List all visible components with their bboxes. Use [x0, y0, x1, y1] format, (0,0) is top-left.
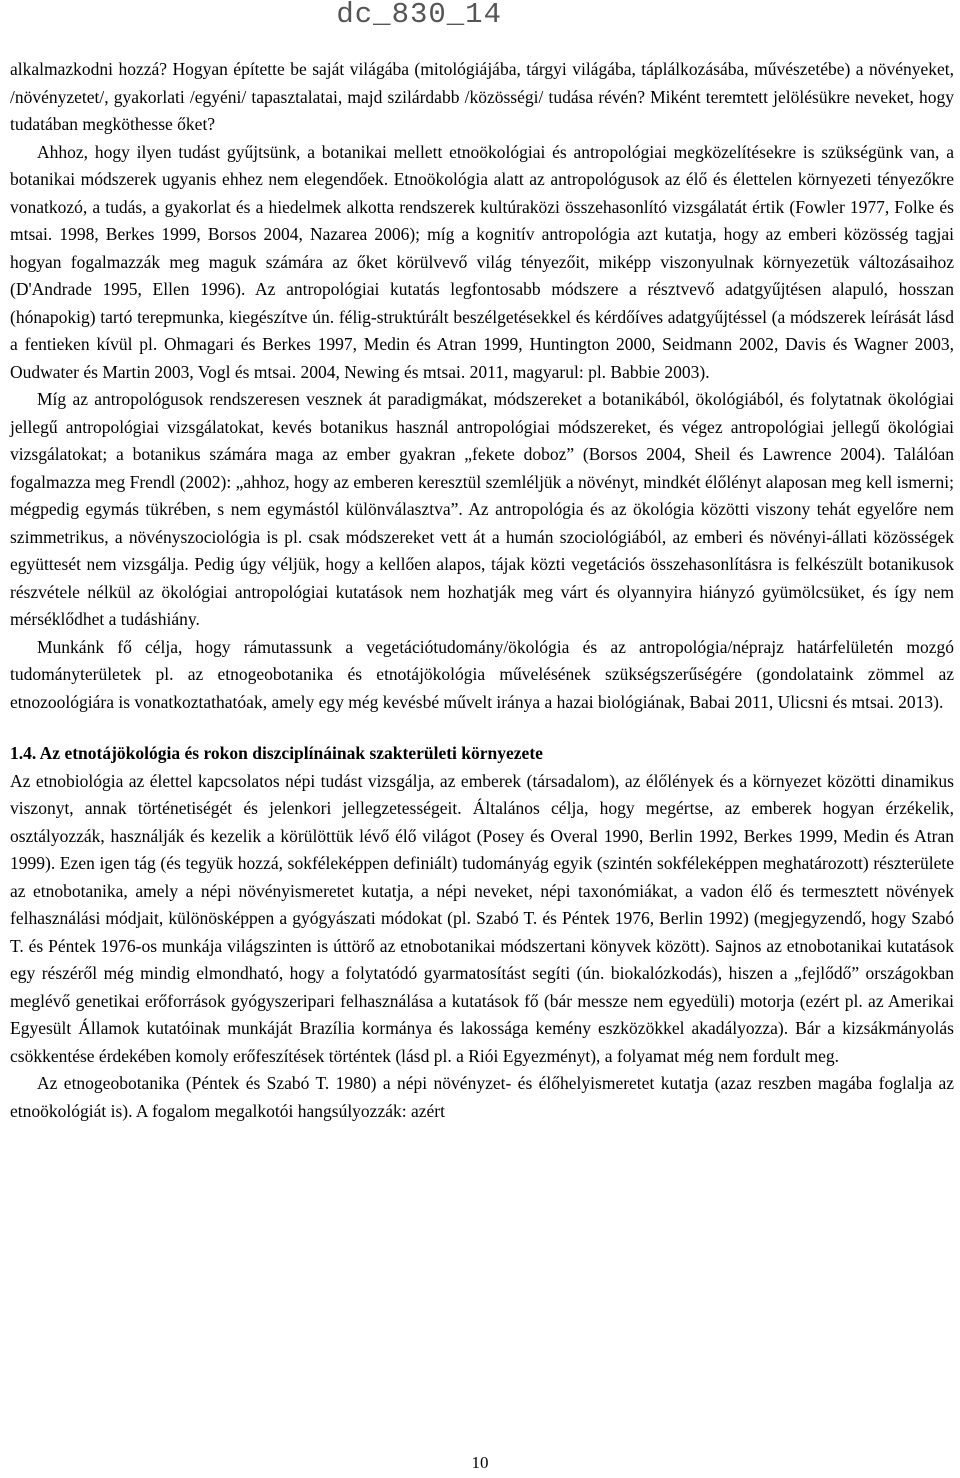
paragraph-ethnobiology: Az etnobiológia az élettel kapcsolatos népi tudást vizsgálja, az emberek (társadalom), az élőlények és a környezet közötti dinamikus viszonyt, annak történetiségét és jelenkori jellegzetességeit. Általános célja, hogy megértse, az emberek hogyan érzékelik, osztályozzák, használják és kezelik a körülöttük lévő élő világot (Posey és Overal 1990, Berlin 1992, Berkes 1999, Medin és Atran 1999). Ezen igen tág (és tegyük hozzá, sokféleképpen definiált) tudományág egyik (szintén sokféleképpen meghatározott) részterülete az etnobotanika, amely a népi növényismeretet kutatja, a népi neveket, népi taxonómiákat, a vadon élő és termesztett növények felhasználási módjait, különösképpen a gyógyászati módokat (pl. Szabó T. és Péntek 1976, Berlin 1992) (megjegyzendő, hogy Szabó T. és Péntek 1976-os munkája világszinten is úttörő az etnobotanikai módszertani könyvek között). Sajnos az etnobotanikai kutatások egy részéről még mindig elmondható, hogy a folytatódó gyarmatosítást segíti (ún. biokalózkodás), hiszen a „fejlődő” országokban meglévő genetikai erőforrások gyógyszeripari felhasználása a kutatások fő (bár messze nem egyedüli) motorja (ezért pl. az Amerikai Egyesült Államok kutatóinak munkáját Brazília kormánya és lakossága kemény eszközökkel akadályozza). Bár a kizsákmányolás csökkentése érdekében komoly erőfeszítések történtek (lásd pl. a Riói Egyezményt), a folyamat még nem fordult meg. — [10, 770, 954, 1066]
section-spacer — [10, 716, 954, 740]
paragraph-main-goal: Munkánk fő célja, hogy rámutassunk a vegetációtudomány/ökológia és az antropológia/néprajz határfelületén mozgó tudományterületek pl. az etnogeobotanika és etnotájökológia művelésének szükségszerűségére (gondolataink zömmel az etnozoológiára is vonatkoztathatóak, amely egy még kevésbé művelt iránya a hazai biológiának, Babai 2011, Ulicsni és mtsai. 2013). — [10, 636, 954, 712]
paragraph-ethnogeobotany: Az etnogeobotanika (Péntek és Szabó T. 1980) a népi növényzet- és élőhelyismeretet kutatja (azaz reszben magába foglalja az etnoökológiát is). A fogalom megalkotói hangsúlyozzák: azért — [10, 1073, 954, 1121]
paragraph-anthropology-botany: Míg az antropológusok rendszeresen vesznek át paradigmákat, módszereket a botanikából, ökológiából, és folytatnak ökológiai jellegű antropológiai vizsgálatokat, kevés botanikus használ antropológiai módszereket, és végez antropológiai jellegű ökológiai vizsgálatokat; a botanikus számára maga az ember gyakran „fekete doboz” (Borsos 2004, Sheil és Lawrence 2004). Találóan fogalmazza meg Frendl (2002): „ahhoz, hogy az emberen keresztül szemléljük a növényt, mindkét élőlényt alaposan meg kell ismerni; mégpedig egymás tükrében, s nem egymástól különválasztva”. Az antropológia és az ökológia közötti viszony tehát egyelőre nem szimmetrikus, a növényszociológia is pl. csak módszereket vett át a humán szociológiából, az emberi és növényi-állati közösségek együttesét nem vizsgálja. Pedig úgy véljük, hogy a kellően alapos, tájak közti vegetációs összehasonlításra is felkészült botanikusok részvétele nélkül az ökológiai antropológiai kutatások nem hozhatják meg várt és olyannyira hiányzó gyümölcsüket, és így nem mérséklődhet a tudáshiány. — [10, 389, 954, 629]
page-body — [10, 56, 954, 1125]
document-id-header: dc_830_14 — [336, 0, 502, 31]
paragraph-intro-continuation: alkalmazkodni hozzá? Hogyan építette be saját világába (mitológiájába, tárgyi világába, táplálkozásába, művészetébe) a növényeket, /növényzetet/, gyakorlati /egyéni/ tapasztalatai, majd szilárdabb /közösségi/ tudása révén? Miként teremtett jelölésükre neveket, hogy tudatában megköthesse őket? — [10, 59, 954, 134]
paragraph-ethnoecology: Ahhoz, hogy ilyen tudást gyűjtsünk, a botanikai mellett etnoökológiai és antropológiai megközelítésekre is szükségünk van, a botanikai módszerek ugyanis ehhez nem elegendőek. Etnoökológia alatt az antropológusok az élő és élettelen környezeti tényezőkre vonatkozó, a tudás, a gyakorlat és a hiedelmek alkotta rendszerek kultúraközi összehasonlító vizsgálatát értik (Fowler 1977, Folke és mtsai. 1998, Berkes 1999, Borsos 2004, Nazarea 2006); míg a kognitív antropológia azt kutatja, hogy az emberi közösség tagjai hogyan fogalmazzák meg maguk számára az őket körülvevő világ tényezőit, miképp viszonyulnak környezetük változásaihoz (D'Andrade 1995, Ellen 1996). Az antropológiai kutatás legfontosabb módszere a résztvevő adatgyűjtésen alapuló, hosszan (hónapokig) tartó terepmunka, kiegészítve ún. félig-struktúrált beszélgetésekkel és kérdőíves adatgyűjtéssel (a módszerek leírását lásd a fentieken kívül pl. Ohmagari és Berkes 1997, Medin és Atran 1999, Huntington 2000, Seidmann 2002, Davis és Wagner 2003, Oudwater és Martin 2003, Vogl és mtsai. 2004, Newing és mtsai. 2011, magyarul: pl. Babbie 2003). — [10, 141, 954, 382]
section-heading: 1.4. Az etnotájökológia és rokon diszciplínáinak szakterületi környezete — [10, 743, 543, 763]
page-number: 10 — [471, 1453, 489, 1472]
